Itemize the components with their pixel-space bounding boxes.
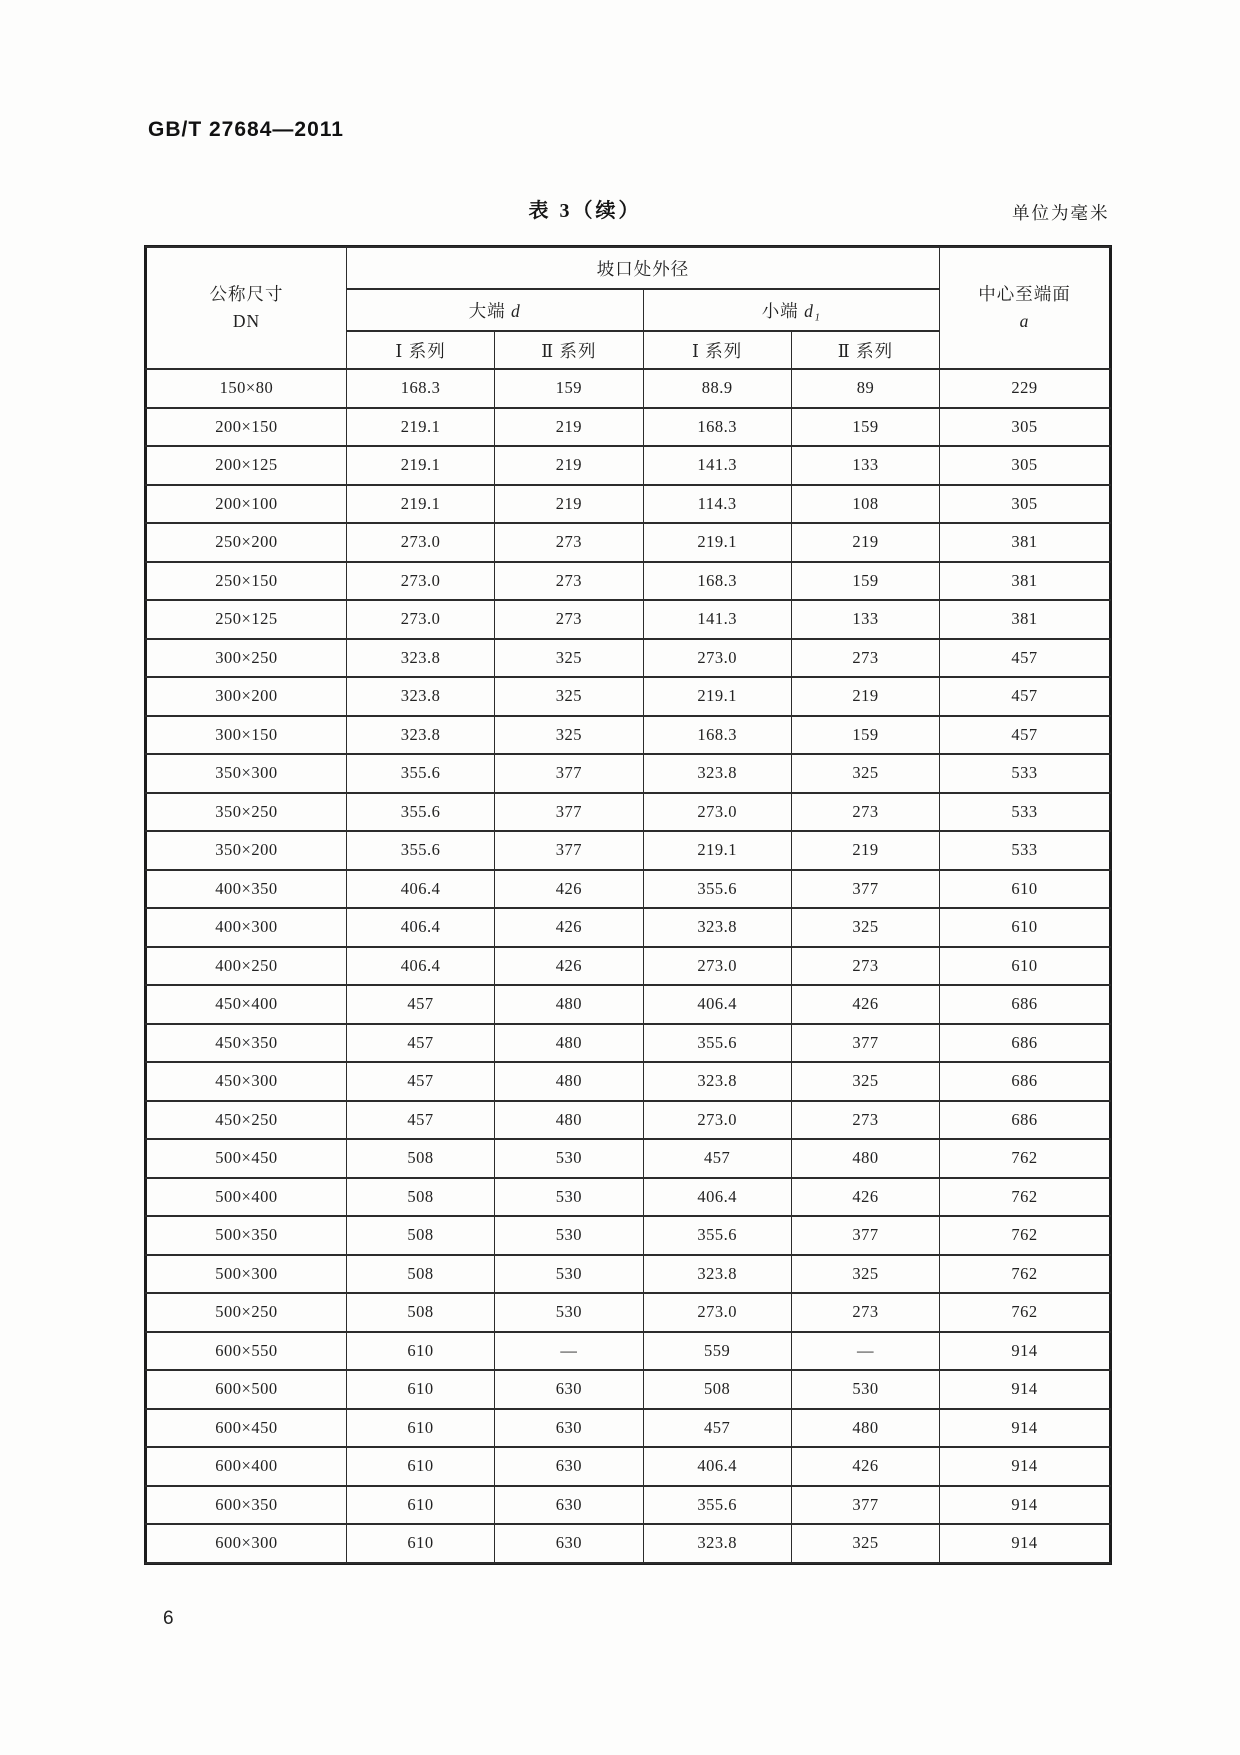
cell-diameter: 168.3	[643, 408, 791, 447]
cell-diameter: 273.0	[643, 1101, 791, 1140]
cell-center-to-face: 686	[940, 985, 1110, 1024]
cell-dn: 200×150	[146, 408, 346, 447]
cell-dn: 600×450	[146, 1409, 346, 1448]
cell-diameter: 530	[495, 1216, 643, 1255]
cell-diameter: 133	[791, 600, 939, 639]
cell-diameter: 219.1	[643, 831, 791, 870]
table-row	[146, 1293, 1110, 1332]
cell-center-to-face: 914	[940, 1409, 1110, 1448]
cell-diameter: 168.3	[643, 562, 791, 601]
table-row	[146, 1524, 1110, 1563]
table-header	[146, 247, 1110, 369]
cell-diameter: 168.3	[346, 369, 494, 408]
table-row	[146, 1486, 1110, 1525]
header-series-3: Ⅰ 系列	[643, 331, 791, 369]
cell-center-to-face: 305	[940, 446, 1110, 485]
header-nominal-size	[146, 247, 346, 369]
cell-center-to-face: 229	[940, 369, 1110, 408]
cell-diameter: 630	[495, 1370, 643, 1409]
cell-diameter: 168.3	[643, 716, 791, 755]
cell-diameter: 630	[495, 1409, 643, 1448]
cell-dn: 400×250	[146, 947, 346, 986]
cell-diameter: 323.8	[643, 754, 791, 793]
cell-dn: 250×125	[146, 600, 346, 639]
cell-center-to-face: 305	[940, 485, 1110, 524]
cell-diameter: 273.0	[643, 947, 791, 986]
cell-diameter: 219	[791, 523, 939, 562]
cell-diameter: 323.8	[643, 1255, 791, 1294]
cell-diameter: 610	[346, 1332, 494, 1371]
cell-diameter: 406.4	[643, 1178, 791, 1217]
cell-diameter: 610	[346, 1409, 494, 1448]
cell-diameter: 530	[791, 1370, 939, 1409]
cell-diameter: 325	[495, 639, 643, 678]
cell-dn: 350×250	[146, 793, 346, 832]
cell-diameter: 325	[791, 1524, 939, 1563]
cell-diameter: 273	[495, 562, 643, 601]
table-row	[146, 716, 1110, 755]
cell-diameter: 273	[791, 947, 939, 986]
cell-diameter: 273.0	[346, 600, 494, 639]
table-row	[146, 908, 1110, 947]
cell-diameter: 114.3	[643, 485, 791, 524]
header-large-end: 大端 d	[346, 289, 643, 331]
table-row	[146, 562, 1110, 601]
cell-diameter: 406.4	[346, 908, 494, 947]
table-row	[146, 1062, 1110, 1101]
table-row	[146, 1139, 1110, 1178]
header-series-1: Ⅰ 系列	[346, 331, 494, 369]
cell-dn: 500×300	[146, 1255, 346, 1294]
cell-diameter: 480	[791, 1409, 939, 1448]
table-row	[146, 793, 1110, 832]
cell-diameter: 457	[346, 985, 494, 1024]
cell-diameter: 325	[791, 908, 939, 947]
cell-diameter: 426	[495, 908, 643, 947]
cell-center-to-face: 914	[940, 1332, 1110, 1371]
cell-diameter: 610	[346, 1524, 494, 1563]
cell-dn: 600×550	[146, 1332, 346, 1371]
table-row	[146, 1370, 1110, 1409]
cell-diameter: 457	[643, 1409, 791, 1448]
table-row	[146, 1024, 1110, 1063]
cell-diameter: 355.6	[643, 1216, 791, 1255]
cell-diameter: 273	[495, 600, 643, 639]
cell-dn: 300×250	[146, 639, 346, 678]
cell-center-to-face: 381	[940, 600, 1110, 639]
cell-dn: 250×200	[146, 523, 346, 562]
cell-dn: 350×200	[146, 831, 346, 870]
cell-diameter: 88.9	[643, 369, 791, 408]
table-row	[146, 831, 1110, 870]
cell-diameter: 323.8	[346, 639, 494, 678]
cell-diameter: 480	[495, 1062, 643, 1101]
table-row	[146, 1178, 1110, 1217]
cell-diameter: 610	[346, 1447, 494, 1486]
cell-center-to-face: 457	[940, 677, 1110, 716]
cell-diameter: 273	[791, 1293, 939, 1332]
cell-diameter: 355.6	[346, 793, 494, 832]
cell-diameter: 159	[495, 369, 643, 408]
cell-center-to-face: 762	[940, 1255, 1110, 1294]
cell-center-to-face: 914	[940, 1447, 1110, 1486]
cell-diameter: 426	[791, 1178, 939, 1217]
table-row	[146, 677, 1110, 716]
table-row	[146, 1255, 1110, 1294]
cell-dn: 600×300	[146, 1524, 346, 1563]
cell-diameter: 323.8	[643, 1524, 791, 1563]
cell-diameter: 530	[495, 1139, 643, 1178]
cell-dn: 400×350	[146, 870, 346, 909]
cell-center-to-face: 610	[940, 870, 1110, 909]
header-nominal-size-sub: DN	[232, 311, 261, 331]
cell-diameter: —	[495, 1332, 643, 1371]
cell-center-to-face: 533	[940, 793, 1110, 832]
cell-dn: 500×450	[146, 1139, 346, 1178]
table-caption: 表 3（续）	[528, 200, 642, 222]
cell-diameter: 457	[346, 1024, 494, 1063]
cell-diameter: 630	[495, 1486, 643, 1525]
table-row	[146, 1447, 1110, 1486]
table-row	[146, 1101, 1110, 1140]
cell-center-to-face: 914	[940, 1486, 1110, 1525]
cell-center-to-face: 762	[940, 1139, 1110, 1178]
cell-diameter: 355.6	[346, 754, 494, 793]
table-row	[146, 985, 1110, 1024]
table-row	[146, 1216, 1110, 1255]
cell-diameter: 530	[495, 1255, 643, 1294]
cell-diameter: 508	[346, 1178, 494, 1217]
cell-diameter: 219.1	[346, 408, 494, 447]
cell-diameter: 325	[791, 1062, 939, 1101]
cell-diameter: 508	[346, 1255, 494, 1294]
cell-diameter: 325	[791, 754, 939, 793]
cell-diameter: 323.8	[346, 716, 494, 755]
page-number: 6	[163, 1608, 174, 1629]
cell-diameter: 406.4	[346, 870, 494, 909]
cell-diameter: 406.4	[346, 947, 494, 986]
cell-center-to-face: 686	[940, 1101, 1110, 1140]
table-row	[146, 1332, 1110, 1371]
cell-diameter: 273	[791, 1101, 939, 1140]
cell-diameter: 377	[791, 870, 939, 909]
cell-diameter: 480	[791, 1139, 939, 1178]
cell-diameter: 219.1	[346, 485, 494, 524]
cell-diameter: 219	[495, 446, 643, 485]
cell-dn: 200×100	[146, 485, 346, 524]
cell-dn: 350×300	[146, 754, 346, 793]
table-row	[146, 600, 1110, 639]
cell-diameter: 159	[791, 562, 939, 601]
header-series-4: Ⅱ 系列	[791, 331, 939, 369]
cell-diameter: 630	[495, 1447, 643, 1486]
cell-diameter: 219	[495, 485, 643, 524]
table-row	[146, 1409, 1110, 1448]
cell-diameter: 610	[346, 1486, 494, 1525]
cell-center-to-face: 457	[940, 639, 1110, 678]
cell-diameter: 219	[791, 831, 939, 870]
dimension-table	[145, 246, 1111, 1564]
unit-note: 单位为毫米	[1012, 203, 1110, 223]
cell-diameter: 273.0	[346, 562, 494, 601]
cell-dn: 400×300	[146, 908, 346, 947]
cell-diameter: 559	[643, 1332, 791, 1371]
cell-dn: 300×150	[146, 716, 346, 755]
cell-diameter: 355.6	[643, 1486, 791, 1525]
cell-diameter: 377	[495, 831, 643, 870]
cell-center-to-face: 457	[940, 716, 1110, 755]
cell-diameter: 610	[346, 1370, 494, 1409]
cell-diameter: 273	[791, 639, 939, 678]
cell-center-to-face: 762	[940, 1216, 1110, 1255]
header-nominal-size-label: 公称尺寸	[209, 283, 284, 304]
cell-center-to-face: 533	[940, 831, 1110, 870]
cell-dn: 300×200	[146, 677, 346, 716]
cell-diameter: 508	[643, 1370, 791, 1409]
table-row	[146, 369, 1110, 408]
cell-diameter: 219.1	[346, 446, 494, 485]
header-center-to-face-var: a	[1019, 311, 1030, 331]
cell-diameter: 508	[346, 1139, 494, 1178]
cell-diameter: 377	[495, 754, 643, 793]
cell-dn: 600×500	[146, 1370, 346, 1409]
cell-diameter: 457	[346, 1101, 494, 1140]
cell-center-to-face: 305	[940, 408, 1110, 447]
cell-diameter: 508	[346, 1293, 494, 1332]
cell-diameter: 273.0	[643, 1293, 791, 1332]
cell-diameter: 377	[495, 793, 643, 832]
cell-diameter: 457	[643, 1139, 791, 1178]
header-center-to-face-label: 中心至端面	[978, 283, 1071, 304]
cell-diameter: 273.0	[643, 793, 791, 832]
cell-diameter: 355.6	[643, 870, 791, 909]
header-outer-diameter-group: 坡口处外径	[346, 247, 939, 289]
cell-center-to-face: 381	[940, 562, 1110, 601]
cell-diameter: 273.0	[346, 523, 494, 562]
table-body	[146, 369, 1110, 1563]
header-center-to-face	[940, 247, 1110, 369]
cell-center-to-face: 762	[940, 1293, 1110, 1332]
cell-dn: 600×350	[146, 1486, 346, 1525]
cell-dn: 500×400	[146, 1178, 346, 1217]
cell-diameter: 630	[495, 1524, 643, 1563]
cell-diameter: —	[791, 1332, 939, 1371]
table-row	[146, 446, 1110, 485]
cell-center-to-face: 610	[940, 908, 1110, 947]
cell-center-to-face: 610	[940, 947, 1110, 986]
cell-dn: 250×150	[146, 562, 346, 601]
cell-dn: 450×250	[146, 1101, 346, 1140]
cell-diameter: 325	[495, 716, 643, 755]
cell-diameter: 530	[495, 1293, 643, 1332]
cell-diameter: 219	[495, 408, 643, 447]
cell-diameter: 377	[791, 1486, 939, 1525]
cell-diameter: 108	[791, 485, 939, 524]
cell-dn: 200×125	[146, 446, 346, 485]
cell-dn: 500×350	[146, 1216, 346, 1255]
cell-diameter: 219.1	[643, 677, 791, 716]
cell-diameter: 406.4	[643, 1447, 791, 1486]
cell-diameter: 325	[495, 677, 643, 716]
cell-diameter: 219	[791, 677, 939, 716]
cell-diameter: 457	[346, 1062, 494, 1101]
cell-center-to-face: 762	[940, 1178, 1110, 1217]
cell-diameter: 355.6	[346, 831, 494, 870]
cell-diameter: 377	[791, 1024, 939, 1063]
cell-diameter: 141.3	[643, 446, 791, 485]
cell-diameter: 355.6	[643, 1024, 791, 1063]
cell-diameter: 426	[495, 870, 643, 909]
cell-diameter: 406.4	[643, 985, 791, 1024]
cell-diameter: 323.8	[643, 908, 791, 947]
table-row	[146, 408, 1110, 447]
cell-center-to-face: 381	[940, 523, 1110, 562]
cell-diameter: 273	[791, 793, 939, 832]
table-row	[146, 754, 1110, 793]
cell-diameter: 377	[791, 1216, 939, 1255]
cell-diameter: 480	[495, 1024, 643, 1063]
cell-diameter: 323.8	[346, 677, 494, 716]
cell-diameter: 89	[791, 369, 939, 408]
cell-center-to-face: 914	[940, 1370, 1110, 1409]
cell-diameter: 530	[495, 1178, 643, 1217]
table-row	[146, 870, 1110, 909]
header-series-2: Ⅱ 系列	[495, 331, 643, 369]
table-row	[146, 947, 1110, 986]
header-row-group	[146, 247, 1110, 289]
cell-diameter: 480	[495, 1101, 643, 1140]
cell-diameter: 426	[495, 947, 643, 986]
cell-diameter: 133	[791, 446, 939, 485]
cell-diameter: 273.0	[643, 639, 791, 678]
cell-dn: 150×80	[146, 369, 346, 408]
table-row	[146, 639, 1110, 678]
cell-dn: 450×300	[146, 1062, 346, 1101]
cell-center-to-face: 533	[940, 754, 1110, 793]
cell-diameter: 426	[791, 985, 939, 1024]
cell-diameter: 323.8	[643, 1062, 791, 1101]
table-row	[146, 485, 1110, 524]
cell-diameter: 141.3	[643, 600, 791, 639]
standard-number: GB/T 27684—2011	[148, 118, 344, 141]
header-small-end: 小端 d₁	[643, 289, 940, 331]
cell-diameter: 159	[791, 408, 939, 447]
cell-dn: 450×400	[146, 985, 346, 1024]
cell-diameter: 325	[791, 1255, 939, 1294]
cell-diameter: 159	[791, 716, 939, 755]
cell-dn: 600×400	[146, 1447, 346, 1486]
table-row	[146, 523, 1110, 562]
cell-diameter: 508	[346, 1216, 494, 1255]
cell-diameter: 219.1	[643, 523, 791, 562]
cell-diameter: 273	[495, 523, 643, 562]
cell-dn: 500×250	[146, 1293, 346, 1332]
cell-diameter: 480	[495, 985, 643, 1024]
cell-center-to-face: 686	[940, 1062, 1110, 1101]
cell-center-to-face: 686	[940, 1024, 1110, 1063]
cell-center-to-face: 914	[940, 1524, 1110, 1563]
cell-dn: 450×350	[146, 1024, 346, 1063]
cell-diameter: 426	[791, 1447, 939, 1486]
